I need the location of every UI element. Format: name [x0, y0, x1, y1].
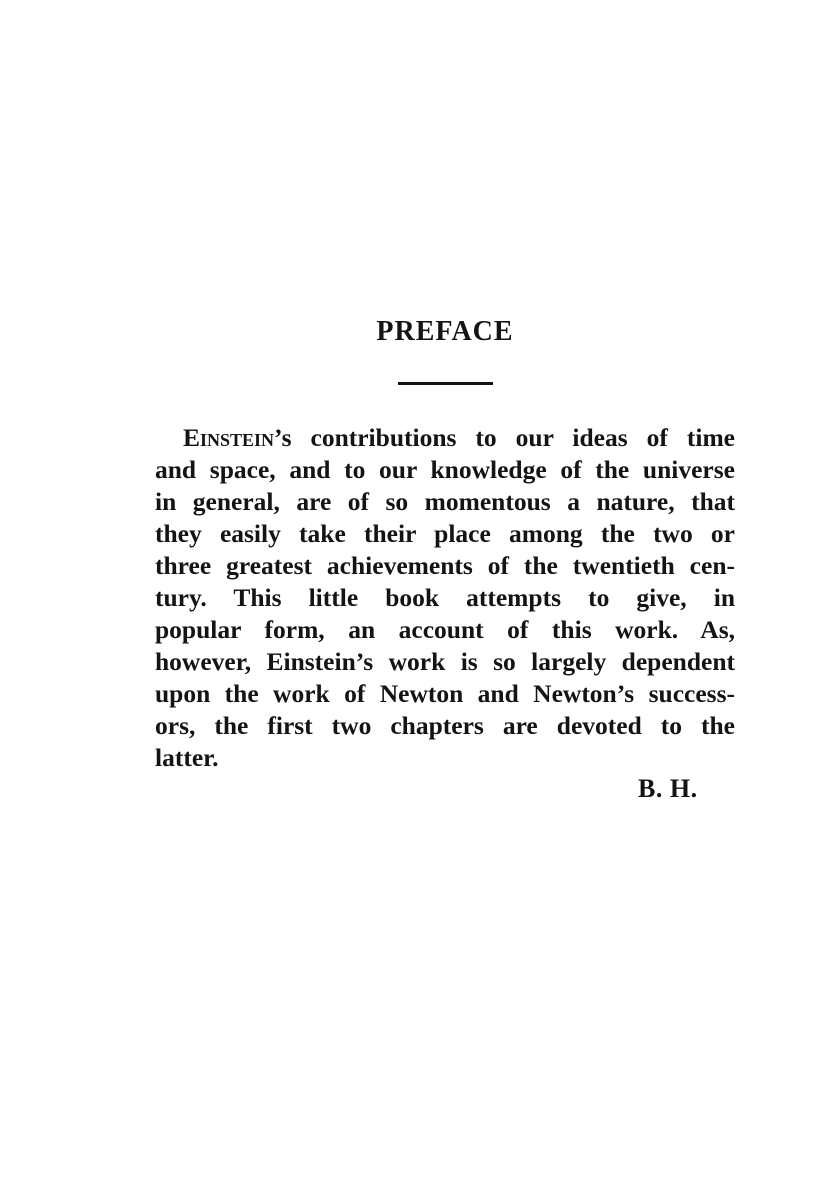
paragraph-line: and space, and to our knowledge of the universe — [155, 455, 735, 484]
paragraph-line: tury. This little book attempts to give, in — [155, 583, 735, 612]
paragraph-line: three greatest achievements of the twentieth cen- — [155, 551, 735, 580]
paragraph-line — [155, 422, 735, 454]
author-initials: B. H. — [638, 774, 698, 803]
title-rule — [398, 382, 493, 385]
paragraph-line: however, Einstein’s work is so largely dependent — [155, 647, 735, 676]
page-title: PREFACE — [376, 316, 514, 347]
paragraph-line: popular form, an account of this work. As, — [155, 615, 735, 644]
paragraph-line: they easily take their place among the two or — [155, 519, 735, 548]
paragraph-line: latter. — [155, 743, 219, 772]
paragraph-line-text: ’s contributions to our ideas of time — [274, 423, 735, 452]
paragraph-line: ors, the first two chapters are devoted to the — [155, 711, 735, 740]
paragraph-line: in general, are of so momentous a nature, that — [155, 487, 735, 516]
preface-paragraph — [155, 422, 735, 774]
lead-word: Einstein — [183, 423, 275, 452]
paragraph-line: upon the work of Newton and Newton’s success- — [155, 679, 735, 708]
